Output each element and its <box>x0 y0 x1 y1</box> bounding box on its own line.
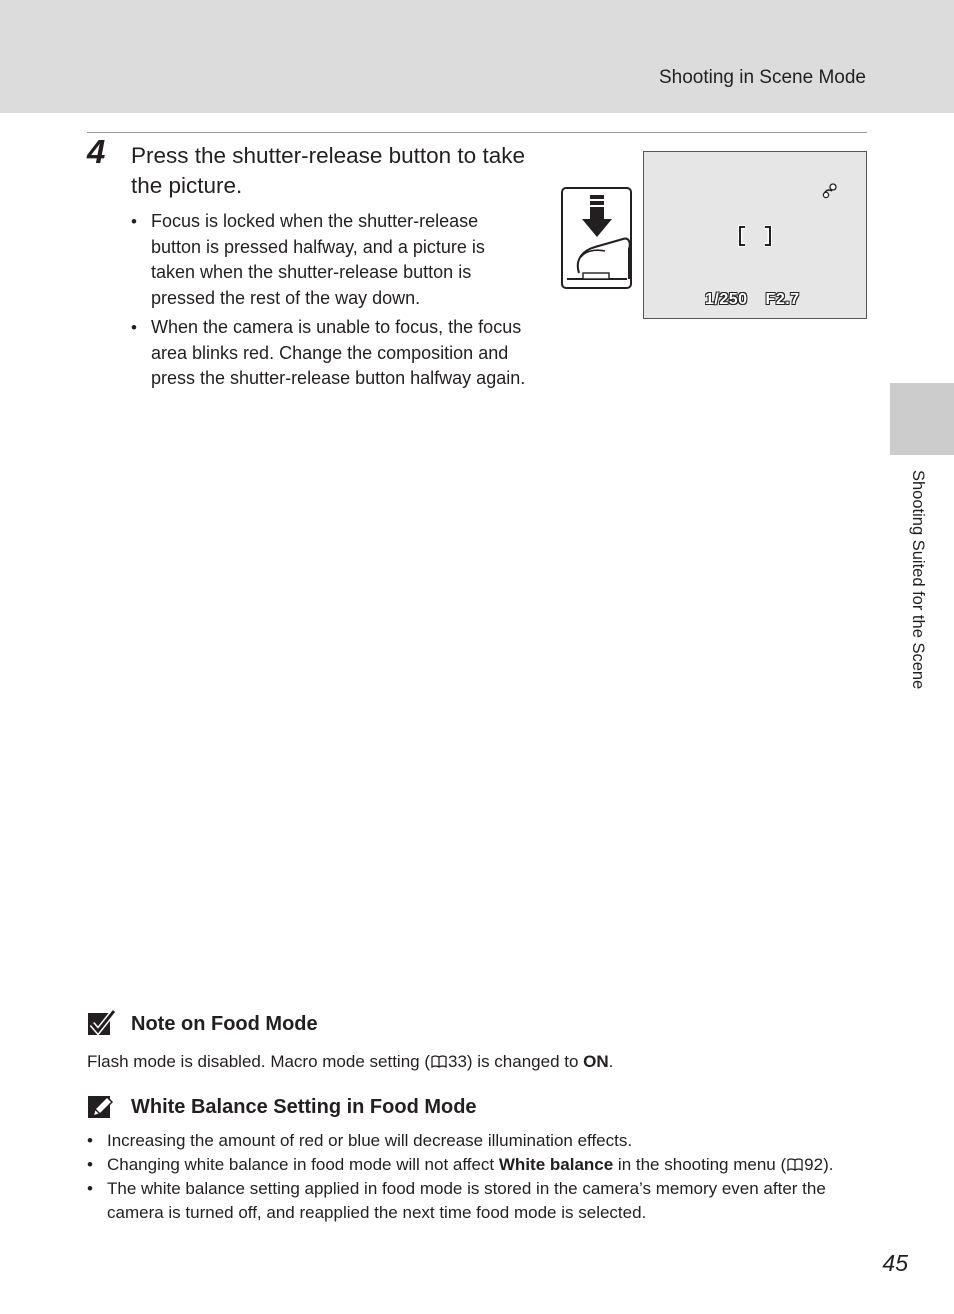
chapter-tab <box>890 383 954 455</box>
header-rule <box>87 132 867 133</box>
note-text-mid: ) is changed to <box>466 1052 584 1071</box>
shutter-speed-value: 1/250 <box>705 291 748 308</box>
chapter-label: Shooting Suited for the Scene <box>909 470 927 690</box>
wb-title: White Balance Setting in Food Mode <box>131 1095 477 1118</box>
aperture-value: F2.7 <box>765 291 800 308</box>
shutter-press-icon <box>561 187 632 289</box>
note-text: Flash mode is disabled. Macro mode setting ( <box>87 1052 430 1071</box>
wb-menu-name: White balance <box>498 1155 614 1174</box>
check-mark-icon <box>87 1009 117 1039</box>
step-number: 4 <box>87 133 106 170</box>
wb-item-2-text: Changing white balance in food mode will not affect <box>107 1155 499 1174</box>
note-text-end: . <box>608 1052 614 1071</box>
step-bullet-1: • Focus is locked when the shutter-release button is pressed halfway, and a picture is taken when the shutter-release button is pressed the rest of the way down. <box>131 209 533 311</box>
section-title: Shooting in Scene Mode <box>658 67 866 88</box>
step-bullet-list <box>131 209 533 396</box>
wb-list <box>87 1129 867 1225</box>
step-title: Press the shutter-release button to take the picture. <box>131 143 525 198</box>
wb-item-2 <box>87 1153 867 1177</box>
page-reference-icon <box>787 1158 803 1171</box>
wb-item-2-text-mid: in the shooting menu ( <box>613 1155 787 1174</box>
lcd-exposure-readout <box>705 291 800 309</box>
wb-item-3: • The white balance setting applied in food mode is stored in the camera’s memory even after the camera is turned off, and reapplied the next time food mode is selected. <box>87 1177 867 1225</box>
page-reference-icon <box>431 1055 447 1068</box>
wb-item-2-end: ). <box>823 1155 834 1174</box>
pencil-icon <box>87 1092 117 1122</box>
note-title: Note on Food Mode <box>131 1012 318 1035</box>
step-bullet-2: • When the camera is unable to focus, the focus area blinks red. Change the composition and press the shutter-release button halfway again. <box>131 315 533 392</box>
lcd-monitor-illustration <box>643 151 867 319</box>
wb-page-ref[interactable]: 92 <box>804 1155 824 1174</box>
header-band <box>0 0 954 113</box>
note-page-ref[interactable]: 33 <box>448 1052 467 1071</box>
note-body <box>87 1050 613 1074</box>
vibration-reduction-icon <box>820 180 840 200</box>
page-number: 45 <box>882 1250 908 1276</box>
note-heading <box>87 1008 318 1040</box>
focus-area-brackets-icon <box>738 225 772 247</box>
note-setting-on: ON <box>583 1052 609 1071</box>
wb-heading <box>87 1091 477 1123</box>
wb-item-1: • Increasing the amount of red or blue will decrease illumination effects. <box>87 1129 867 1153</box>
